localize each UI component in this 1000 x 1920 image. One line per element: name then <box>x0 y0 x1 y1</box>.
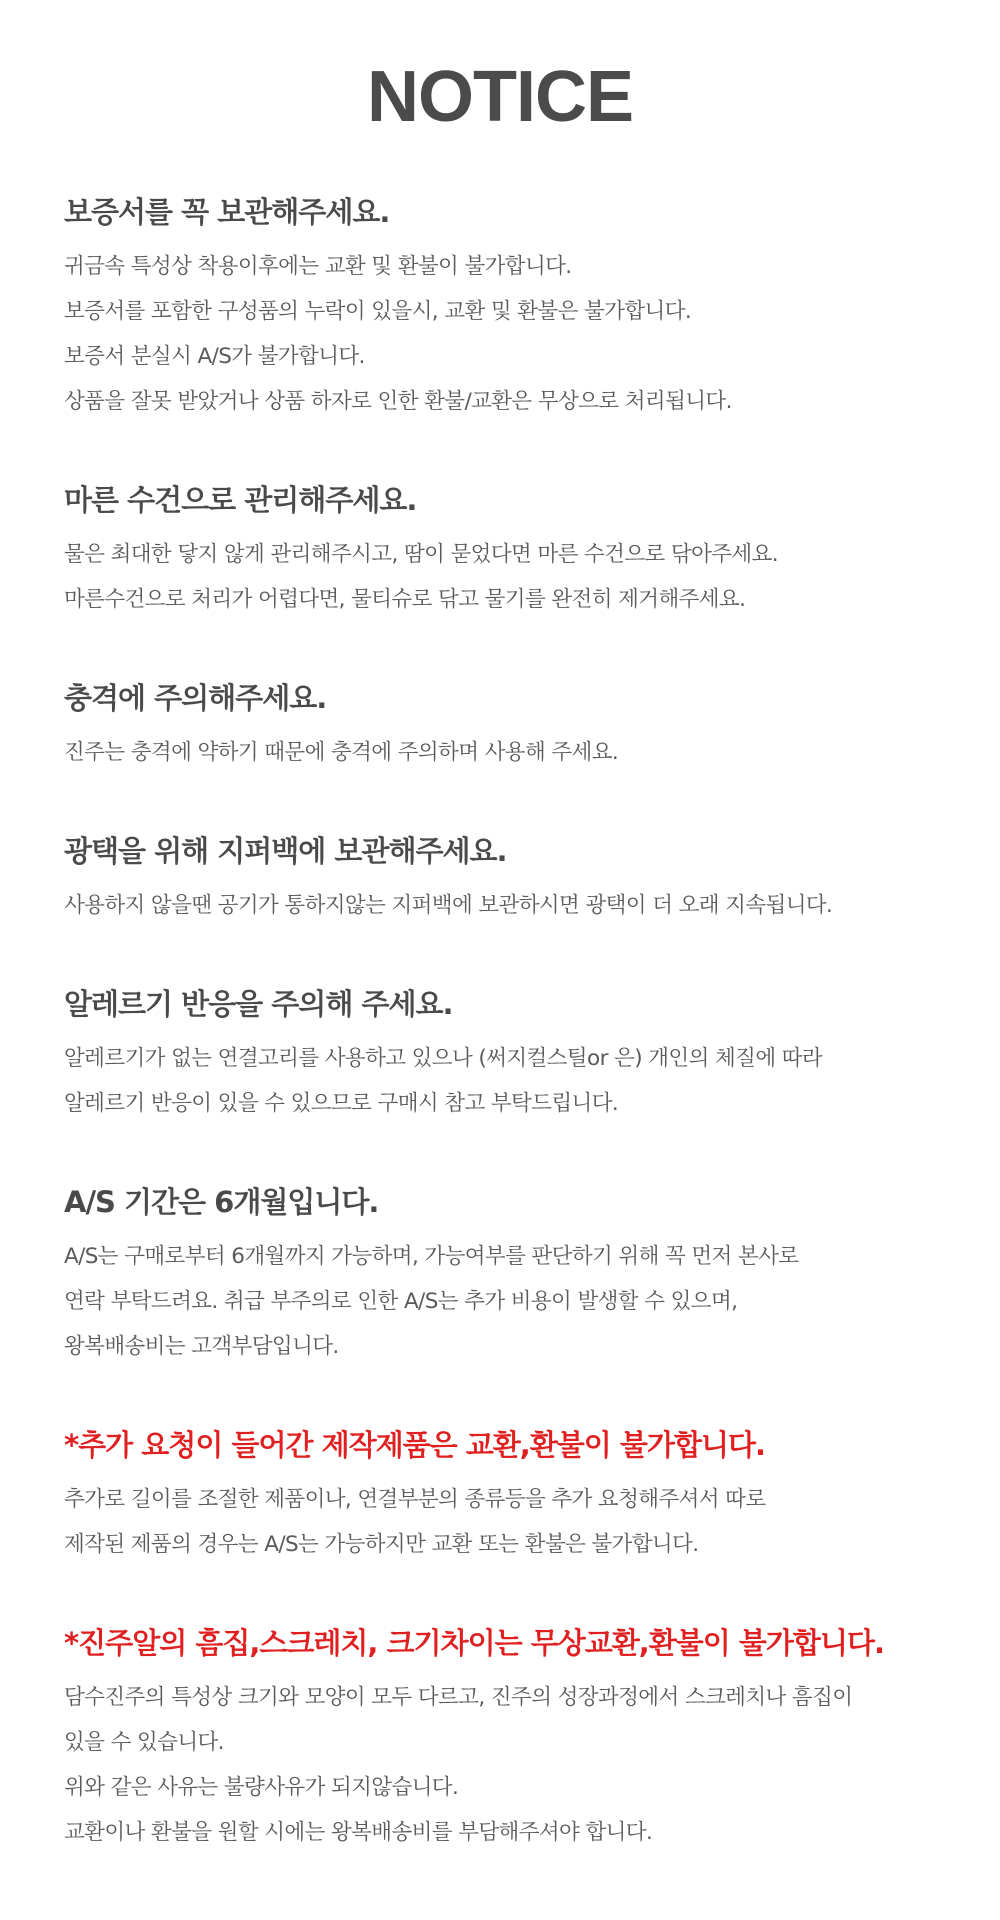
section-heading: 마른 수건으로 관리해주세요. <box>64 483 417 517</box>
section-text-line: 추가로 길이를 조절한 제품이나, 연결부분의 종류등을 추가 요청해주셔서 따로 <box>64 1487 766 1512</box>
notice-section <box>64 480 970 622</box>
section-text-line: 보증서를 포함한 구성품의 누락이 있을시, 교환 및 환불은 불가합니다. <box>64 299 692 324</box>
section-heading-warning: *추가 요청이 들어간 제작제품은 교환,환불이 불가합니다. <box>64 1428 766 1462</box>
section-text-line: 상품을 잘못 받았거나 상품 하자로 인한 환불/교환은 무상으로 처리됩니다. <box>64 389 732 414</box>
section-text-line: 위와 같은 사유는 불량사유가 되지않습니다. <box>64 1775 459 1800</box>
section-text-line: 제작된 제품의 경우는 A/S는 가능하지만 교환 또는 환불은 불가합니다. <box>64 1532 699 1557</box>
notice-section <box>64 831 970 928</box>
section-text-line: 연락 부탁드려요. 취급 부주의로 인한 A/S는 추가 비용이 발생할 수 있으며, <box>64 1289 738 1314</box>
section-text-line: 있을 수 있습니다. <box>64 1730 224 1755</box>
section-text-line: 담수진주의 특성상 크기와 모양이 모두 다르고, 진주의 성장과정에서 스크레치나 흠집이 <box>64 1685 853 1710</box>
section-text-line: 왕복배송비는 고객부담입니다. <box>64 1334 339 1359</box>
notice-section <box>64 1623 970 1855</box>
notice-section <box>64 1425 970 1567</box>
notice-section <box>64 984 970 1126</box>
section-text-line: 알레르기가 없는 연결고리를 사용하고 있으나 (써지컬스틸or 은) 개인의 체질에 따라 <box>64 1046 823 1071</box>
section-heading: 충격에 주의해주세요. <box>64 681 327 715</box>
section-heading: 알레르기 반응을 주의해 주세요. <box>64 987 453 1021</box>
section-text-line: A/S는 구매로부터 6개월까지 가능하며, 가능여부를 판단하기 위해 꼭 먼저 본사로 <box>64 1244 799 1269</box>
page-title: NOTICE <box>366 57 633 137</box>
section-text-line: 진주는 충격에 약하기 때문에 충격에 주의하며 사용해 주세요. <box>64 740 619 765</box>
section-text-line: 마른수건으로 처리가 어렵다면, 물티슈로 닦고 물기를 완전히 제거해주세요. <box>64 587 746 612</box>
notice-section <box>64 678 970 775</box>
section-heading: 광택을 위해 지퍼백에 보관해주세요. <box>64 834 507 868</box>
notice-section <box>64 1182 970 1369</box>
section-heading-warning: *진주알의 흠집,스크레치, 크기차이는 무상교환,환불이 불가합니다. <box>64 1626 884 1660</box>
section-text-line: 물은 최대한 닿지 않게 관리해주시고, 땀이 묻었다면 마른 수건으로 닦아주세요. <box>64 542 778 567</box>
section-text-line: 알레르기 반응이 있을 수 있으므로 구매시 참고 부탁드립니다. <box>64 1091 619 1116</box>
section-text-line: 사용하지 않을땐 공기가 통하지않는 지퍼백에 보관하시면 광택이 더 오래 지속됩니다. <box>64 893 833 918</box>
notice-section <box>64 192 970 424</box>
section-text-line: 보증서 분실시 A/S가 불가합니다. <box>64 344 365 369</box>
section-text-line: 교환이나 환불을 원할 시에는 왕복배송비를 부담해주셔야 합니다. <box>64 1820 653 1845</box>
section-heading: 보증서를 꼭 보관해주세요. <box>64 195 390 229</box>
section-text-line: 귀금속 특성상 착용이후에는 교환 및 환불이 불가합니다. <box>64 254 572 279</box>
notice-sections <box>64 192 970 1855</box>
section-heading: A/S 기간은 6개월입니다. <box>64 1185 379 1219</box>
